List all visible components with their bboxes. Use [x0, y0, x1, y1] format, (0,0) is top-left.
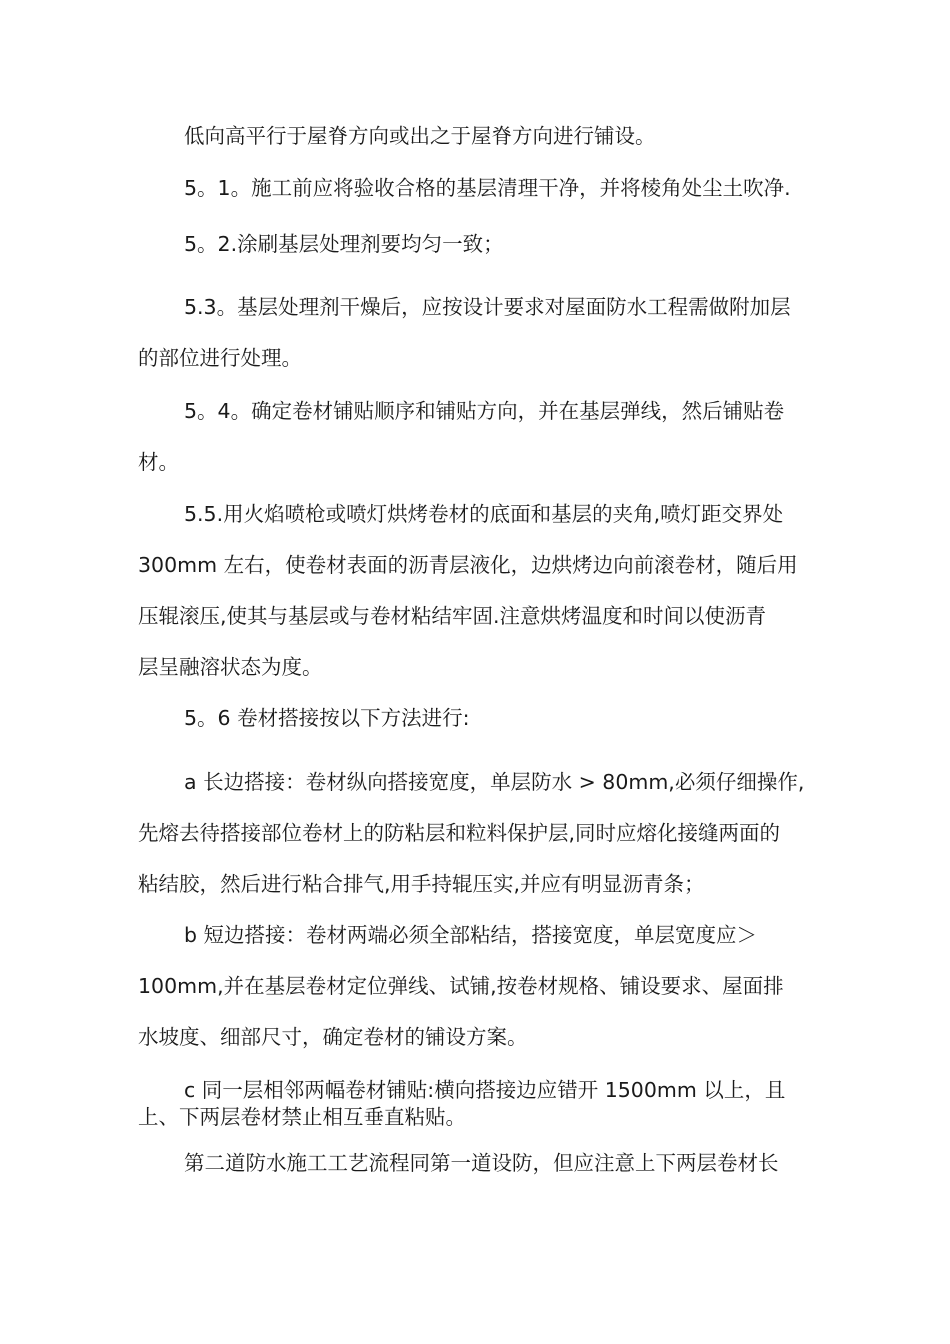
text-line: 的部位进行处理。 — [138, 346, 302, 370]
paragraph-c — [138, 1077, 828, 1131]
paragraph-5-4 — [138, 386, 828, 488]
text-line: 5。2.涂刷基层处理剂要均匀一致； — [184, 232, 504, 256]
paragraph-5-6 — [138, 693, 828, 744]
paragraph-5-2 — [138, 219, 828, 270]
text-line: 水坡度、细部尺寸，确定卷材的铺设方案。 — [138, 1025, 528, 1049]
text-line: 300mm 左右，使卷材表面的沥青层液化，边烘烤边向前滚卷材，随后用 — [138, 553, 798, 577]
paragraph-1 — [138, 111, 828, 162]
text-line: a 长边搭接：卷材纵向搭接宽度，单层防水 > 80mm,必须仔细操作, — [184, 770, 805, 794]
text-line: b 短边搭接：卷材两端必须全部粘结，搭接宽度，单层宽度应＞ — [184, 923, 758, 947]
text-line: 粘结胶，然后进行粘合排气,用手持辊压实,并应有明显沥青条； — [138, 872, 705, 896]
text-line: 层呈融溶状态为度。 — [138, 655, 323, 679]
text-line: 5.5.用火焰喷枪或喷灯烘烤卷材的底面和基层的夹角,喷灯距交界处 — [184, 502, 784, 526]
text-line: 100mm,并在基层卷材定位弹线、试铺,按卷材规格、铺设要求、屋面排 — [138, 974, 784, 998]
text-line: 上、下两层卷材禁止相互垂直粘贴。 — [138, 1105, 466, 1129]
text-line: 先熔去待搭接部位卷材上的防粘层和粒料保护层,同时应熔化接缝两面的 — [138, 821, 781, 845]
paragraph-5-5 — [138, 489, 828, 693]
text-line: 低向高平行于屋脊方向或出之于屋脊方向进行铺设。 — [184, 124, 656, 148]
paragraph-second-layer — [138, 1138, 828, 1189]
text-line: 材。 — [138, 450, 179, 474]
text-line: 第二道防水施工工艺流程同第一道设防，但应注意上下两层卷材长 — [184, 1151, 779, 1175]
text-line: 5。4。确定卷材铺贴顺序和铺贴方向，并在基层弹线，然后铺贴卷 — [184, 399, 785, 423]
text-line: 5.3。基层处理剂干燥后，应按设计要求对屋面防水工程需做附加层 — [184, 295, 791, 319]
paragraph-b — [138, 910, 828, 1063]
text-line: c 同一层相邻两幅卷材铺贴:横向搭接边应错开 1500mm 以上，且 — [184, 1078, 786, 1102]
paragraph-a — [138, 757, 828, 910]
paragraph-5-3 — [138, 282, 828, 384]
text-line: 5。6 卷材搭接按以下方法进行: — [184, 706, 470, 730]
text-line: 5。1。施工前应将验收合格的基层清理干净，并将棱角处尘土吹净. — [184, 176, 791, 200]
text-line: 压辊滚压,使其与基层或与卷材粘结牢固.注意烘烤温度和时间以使沥青 — [138, 604, 767, 628]
paragraph-5-1 — [138, 163, 828, 214]
